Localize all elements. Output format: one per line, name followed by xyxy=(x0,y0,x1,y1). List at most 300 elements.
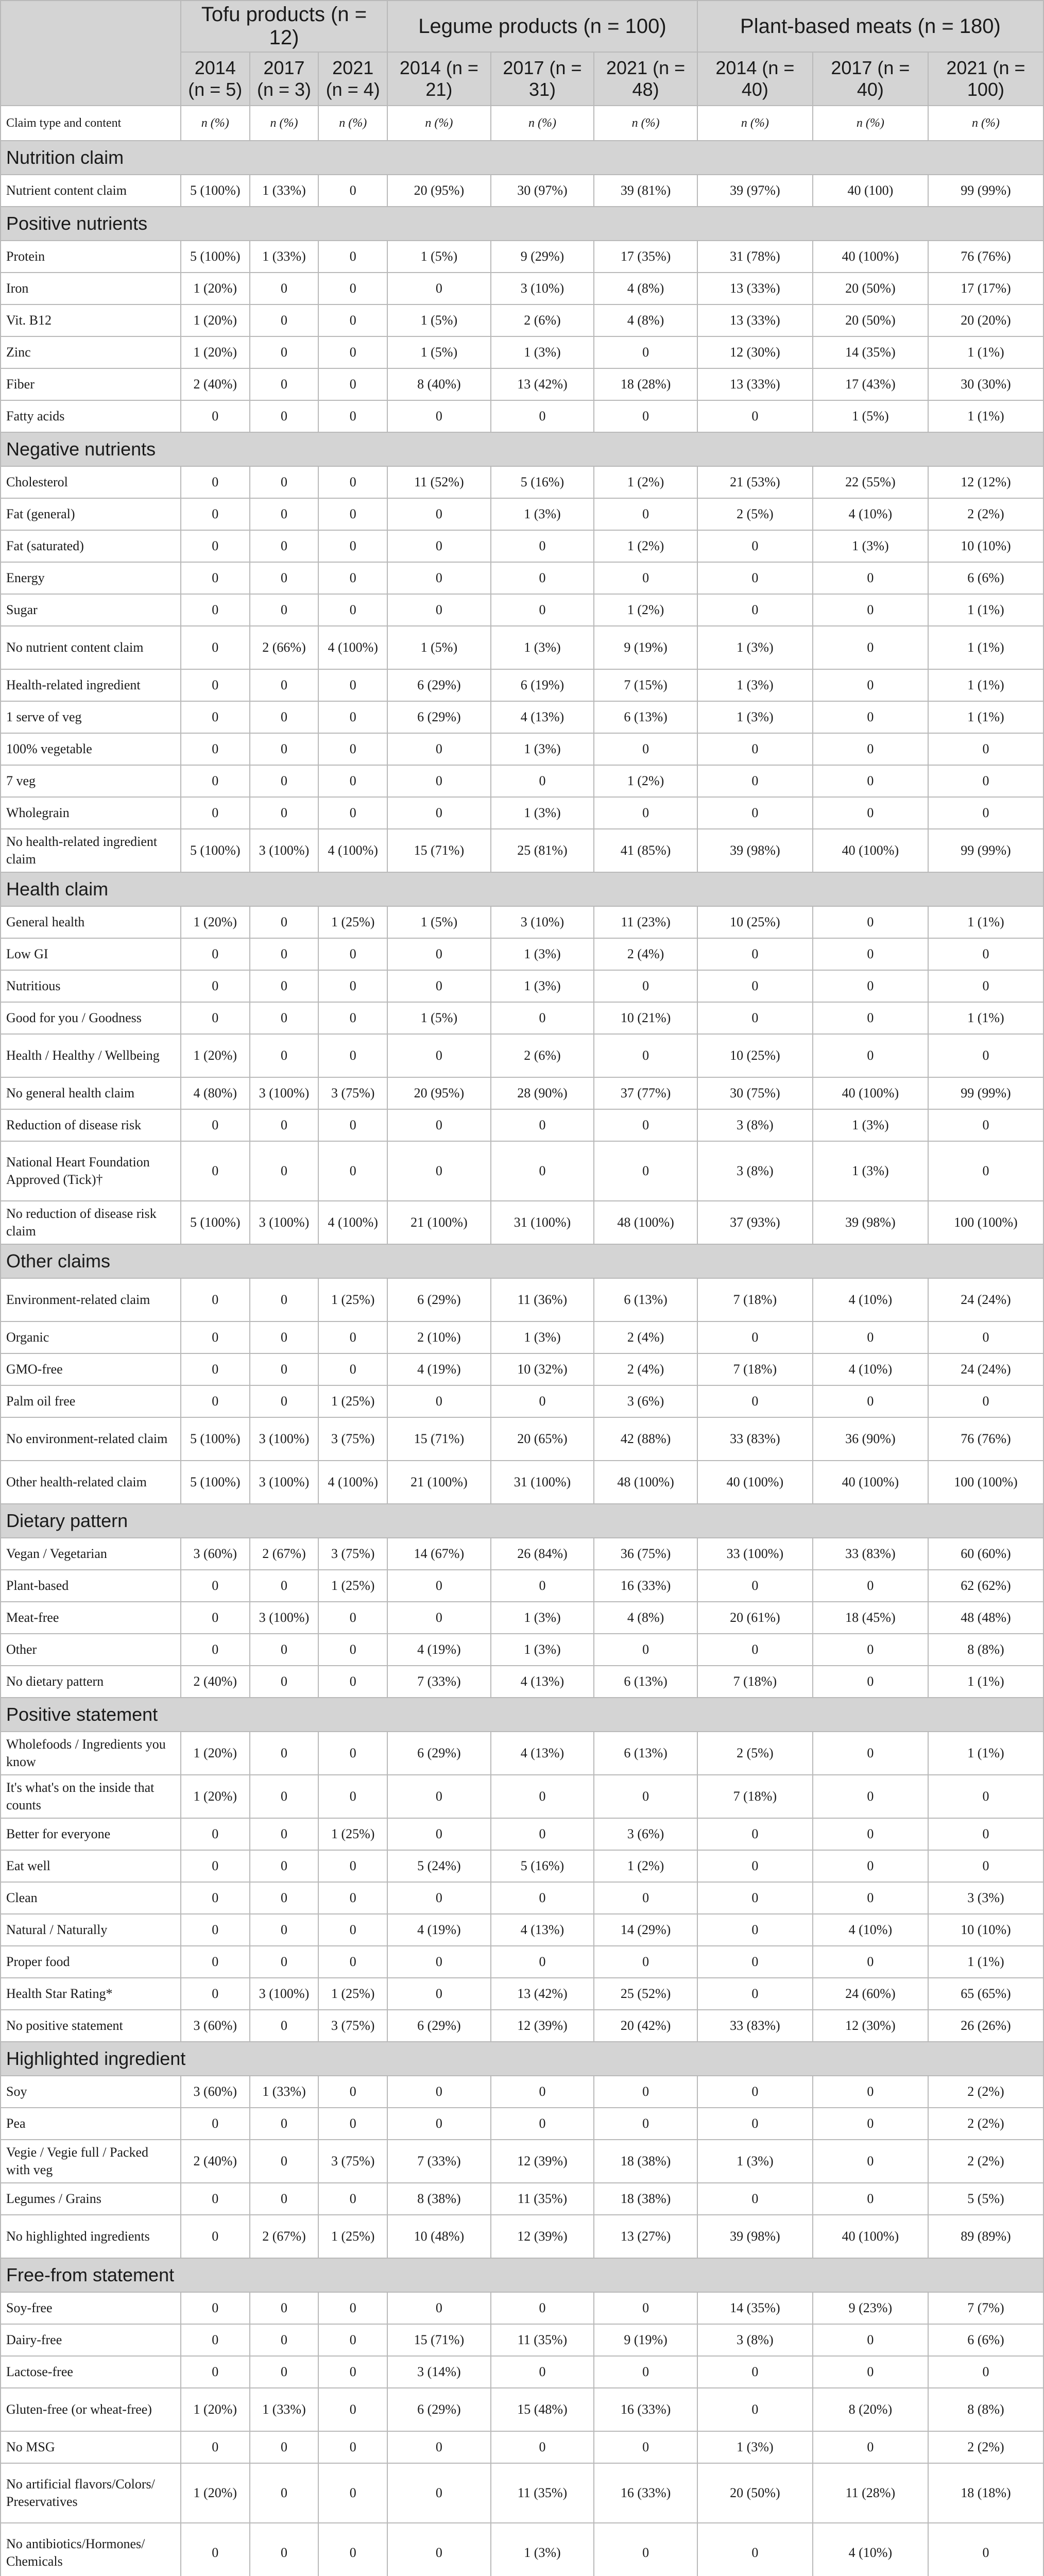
section-title: Dietary pattern xyxy=(1,1504,1043,1538)
cell-value: 2 (5%) xyxy=(697,498,813,530)
cell-value: 0 xyxy=(813,1882,928,1914)
cell-value: 7 (33%) xyxy=(387,1666,491,1698)
row-label: Iron xyxy=(1,273,181,304)
table-row xyxy=(1,2388,1043,2431)
table-row xyxy=(1,336,1043,368)
cell-value: 1 (25%) xyxy=(318,1978,387,2010)
cell-value: 0 xyxy=(318,336,387,368)
cell-value: 0 xyxy=(491,594,594,626)
cell-value: 3 (8%) xyxy=(697,1141,813,1201)
cell-value: 0 xyxy=(318,304,387,336)
cell-value: 3 (100%) xyxy=(250,1461,319,1504)
table-row xyxy=(1,1278,1043,1321)
cell-value: 18 (38%) xyxy=(594,2183,697,2215)
cell-value: 1 (25%) xyxy=(318,906,387,938)
cell-value: 15 (71%) xyxy=(387,1417,491,1461)
cell-value: 0 xyxy=(697,530,813,562)
cell-value: 12 (12%) xyxy=(928,466,1043,498)
row-label: Vegie / Vegie full / Packed with veg xyxy=(1,2140,181,2183)
cell-value: 0 xyxy=(697,1946,813,1978)
cell-value: 12 (39%) xyxy=(491,2215,594,2258)
table-row xyxy=(1,498,1043,530)
cell-value: 1 (1%) xyxy=(928,701,1043,733)
row-label: Vegan / Vegetarian xyxy=(1,1538,181,1570)
cell-value: 21 (53%) xyxy=(697,466,813,498)
section-row xyxy=(1,1504,1043,1538)
cell-value: 20 (50%) xyxy=(813,304,928,336)
cell-value: 0 xyxy=(250,594,319,626)
cell-value: 0 xyxy=(181,1109,250,1141)
cell-value: 1 (20%) xyxy=(181,2463,250,2523)
cell-value: 33 (100%) xyxy=(697,1538,813,1570)
cell-value: 0 xyxy=(697,594,813,626)
cell-value: 0 xyxy=(697,797,813,829)
cell-value: 10 (32%) xyxy=(491,1353,594,1385)
cell-value: 100 (100%) xyxy=(928,1201,1043,1244)
cell-value: 0 xyxy=(250,2523,319,2576)
cell-value: 0 xyxy=(318,1002,387,1034)
cell-value: 9 (19%) xyxy=(594,626,697,669)
cell-value: 6 (29%) xyxy=(387,2010,491,2042)
cell-value: 0 xyxy=(318,2523,387,2576)
cell-value: 0 xyxy=(491,2108,594,2140)
cell-value: 0 xyxy=(181,2356,250,2388)
cell-value: 0 xyxy=(318,2463,387,2523)
section-row xyxy=(1,1698,1043,1732)
cell-value: 0 xyxy=(318,2388,387,2431)
header-year: 2014 (n = 5) xyxy=(181,52,250,106)
section-row xyxy=(1,207,1043,241)
cell-value: 0 xyxy=(813,2324,928,2356)
cell-value: 0 xyxy=(491,400,594,432)
cell-value: 0 xyxy=(318,1946,387,1978)
header-year: 2021 (n = 4) xyxy=(318,52,387,106)
cell-value: 0 xyxy=(928,1850,1043,1882)
cell-value: 48 (100%) xyxy=(594,1461,697,1504)
cell-value: 3 (60%) xyxy=(181,2010,250,2042)
cell-value: 0 xyxy=(813,2140,928,2183)
cell-value: 2 (6%) xyxy=(491,1034,594,1077)
cell-value: 0 xyxy=(813,1732,928,1775)
table-row xyxy=(1,304,1043,336)
cell-value: 4 (100%) xyxy=(318,1201,387,1244)
cell-value: 4 (10%) xyxy=(813,1353,928,1385)
cell-value: 40 (100%) xyxy=(813,241,928,273)
cell-value: 8 (38%) xyxy=(387,2183,491,2215)
cell-value: 0 xyxy=(697,2388,813,2431)
cell-value: 0 xyxy=(697,938,813,970)
row-label: Wholegrain xyxy=(1,797,181,829)
cell-value: 1 (3%) xyxy=(491,797,594,829)
cell-value: 0 xyxy=(491,1002,594,1034)
cell-value: 2 (40%) xyxy=(181,1666,250,1698)
cell-value: 0 xyxy=(697,2108,813,2140)
cell-value: 0 xyxy=(181,2324,250,2356)
cell-value: 4 (8%) xyxy=(594,1602,697,1634)
cell-value: 6 (19%) xyxy=(491,669,594,701)
cell-value: 0 xyxy=(813,1666,928,1698)
cell-value: 1 (1%) xyxy=(928,594,1043,626)
cell-value: 3 (100%) xyxy=(250,1978,319,2010)
table-row xyxy=(1,2215,1043,2258)
cell-value: 5 (16%) xyxy=(491,1850,594,1882)
cell-value: 3 (75%) xyxy=(318,1077,387,1109)
subheader-row xyxy=(1,106,1043,141)
cell-value: 0 xyxy=(181,733,250,765)
cell-value: 1 (3%) xyxy=(697,2431,813,2463)
cell-value: 0 xyxy=(928,1141,1043,1201)
cell-value: 9 (29%) xyxy=(491,241,594,273)
cell-value: 0 xyxy=(594,400,697,432)
header-year: 2014 (n = 40) xyxy=(697,52,813,106)
table-row xyxy=(1,2324,1043,2356)
cell-value: 0 xyxy=(813,2076,928,2108)
cell-value: 0 xyxy=(318,669,387,701)
cell-value: 0 xyxy=(181,1818,250,1850)
cell-value: 6 (13%) xyxy=(594,1732,697,1775)
table-row xyxy=(1,2431,1043,2463)
table-row xyxy=(1,938,1043,970)
cell-value: 0 xyxy=(250,1882,319,1914)
cell-value: 30 (30%) xyxy=(928,368,1043,400)
cell-value: 0 xyxy=(387,594,491,626)
cell-value: 4 (19%) xyxy=(387,1353,491,1385)
cell-value: 0 xyxy=(813,797,928,829)
row-label: Gluten-free (or wheat-free) xyxy=(1,2388,181,2431)
row-label: Fatty acids xyxy=(1,400,181,432)
cell-value: 10 (48%) xyxy=(387,2215,491,2258)
cell-value: 0 xyxy=(181,1634,250,1666)
table-row xyxy=(1,2140,1043,2183)
cell-value: 0 xyxy=(250,2010,319,2042)
table-row xyxy=(1,1321,1043,1353)
cell-value: 4 (13%) xyxy=(491,1732,594,1775)
cell-value: 7 (15%) xyxy=(594,669,697,701)
cell-value: 0 xyxy=(250,466,319,498)
table-row xyxy=(1,2108,1043,2140)
cell-value: 28 (90%) xyxy=(491,1077,594,1109)
cell-value: 1 (5%) xyxy=(387,241,491,273)
cell-value: 11 (28%) xyxy=(813,2463,928,2523)
cell-value: 3 (75%) xyxy=(318,2010,387,2042)
cell-value: 0 xyxy=(318,594,387,626)
cell-value: 1 (1%) xyxy=(928,906,1043,938)
row-label: No positive statement xyxy=(1,2010,181,2042)
cell-value: 100 (100%) xyxy=(928,1461,1043,1504)
cell-value: 0 xyxy=(813,626,928,669)
cell-value: 0 xyxy=(813,1321,928,1353)
cell-value: 1 (1%) xyxy=(928,400,1043,432)
cell-value: 0 xyxy=(813,733,928,765)
row-label: Wholefoods / Ingredients you know xyxy=(1,1732,181,1775)
cell-value: 0 xyxy=(387,1141,491,1201)
cell-value: 0 xyxy=(250,2292,319,2324)
cell-value: 33 (83%) xyxy=(697,2010,813,2042)
cell-value: 0 xyxy=(928,938,1043,970)
cell-value: 39 (97%) xyxy=(697,175,813,207)
cell-value: 1 (3%) xyxy=(697,2140,813,2183)
cell-value: 0 xyxy=(250,2431,319,2463)
cell-value: 1 (2%) xyxy=(594,530,697,562)
cell-value: 0 xyxy=(318,498,387,530)
cell-value: 0 xyxy=(181,1946,250,1978)
cell-value: 0 xyxy=(250,1353,319,1385)
row-label: Reduction of disease risk xyxy=(1,1109,181,1141)
cell-value: 20 (61%) xyxy=(697,1602,813,1634)
cell-value: 1 (3%) xyxy=(813,1109,928,1141)
cell-value: 0 xyxy=(928,765,1043,797)
table-row xyxy=(1,1570,1043,1602)
cell-value: 0 xyxy=(697,2523,813,2576)
cell-value: 40 (100%) xyxy=(813,829,928,872)
cell-value: 0 xyxy=(387,1882,491,1914)
row-label: Fat (general) xyxy=(1,498,181,530)
cell-value: 2 (67%) xyxy=(250,2215,319,2258)
cell-value: 1 (1%) xyxy=(928,1002,1043,1034)
cell-value: 0 xyxy=(813,2183,928,2215)
cell-value: 5 (100%) xyxy=(181,1461,250,1504)
cell-value: 0 xyxy=(491,765,594,797)
cell-value: 0 xyxy=(594,1634,697,1666)
cell-value: 0 xyxy=(491,530,594,562)
cell-value: 20 (20%) xyxy=(928,304,1043,336)
cell-value: 0 xyxy=(813,562,928,594)
cell-value: 0 xyxy=(594,2292,697,2324)
row-label: GMO-free xyxy=(1,1353,181,1385)
cell-value: 0 xyxy=(928,2356,1043,2388)
cell-value: 65 (65%) xyxy=(928,1978,1043,2010)
header-year: 2021 (n = 100) xyxy=(928,52,1043,106)
cell-value: 0 xyxy=(387,1978,491,2010)
header-year: 2021 (n = 48) xyxy=(594,52,697,106)
table-row xyxy=(1,530,1043,562)
row-label: Eat well xyxy=(1,1850,181,1882)
cell-value: 0 xyxy=(813,1946,928,1978)
cell-value: 0 xyxy=(387,1034,491,1077)
cell-value: 2 (4%) xyxy=(594,938,697,970)
cell-value: 6 (29%) xyxy=(387,701,491,733)
cell-value: 0 xyxy=(387,938,491,970)
cell-value: 0 xyxy=(491,1946,594,1978)
row-label: 100% vegetable xyxy=(1,733,181,765)
cell-value: 30 (75%) xyxy=(697,1077,813,1109)
row-label: Cholesterol xyxy=(1,466,181,498)
cell-value: 1 (3%) xyxy=(697,701,813,733)
cell-value: 17 (17%) xyxy=(928,273,1043,304)
cell-value: 0 xyxy=(928,1109,1043,1141)
row-label: Health-related ingredient xyxy=(1,669,181,701)
cell-value: 8 (20%) xyxy=(813,2388,928,2431)
table-row xyxy=(1,2292,1043,2324)
cell-value: 3 (60%) xyxy=(181,1538,250,1570)
table-row xyxy=(1,2523,1043,2576)
cell-value: 30 (97%) xyxy=(491,175,594,207)
cell-value: 0 xyxy=(318,1321,387,1353)
cell-value: 0 xyxy=(813,1385,928,1417)
cell-value: 0 xyxy=(491,2356,594,2388)
section-row xyxy=(1,141,1043,175)
cell-value: 0 xyxy=(813,1002,928,1034)
cell-value: 6 (29%) xyxy=(387,1278,491,1321)
row-label: 7 veg xyxy=(1,765,181,797)
cell-value: 25 (52%) xyxy=(594,1978,697,2010)
cell-value: 0 xyxy=(250,400,319,432)
cell-value: 3 (100%) xyxy=(250,1417,319,1461)
cell-value: 0 xyxy=(250,2108,319,2140)
cell-value: 0 xyxy=(594,562,697,594)
cell-value: 20 (50%) xyxy=(697,2463,813,2523)
subheader-unit: n (%) xyxy=(813,106,928,141)
cell-value: 6 (13%) xyxy=(594,1666,697,1698)
cell-value: 0 xyxy=(387,1109,491,1141)
cell-value: 0 xyxy=(697,562,813,594)
cell-value: 0 xyxy=(387,1946,491,1978)
cell-value: 0 xyxy=(318,466,387,498)
cell-value: 0 xyxy=(387,1385,491,1417)
header-group-tofu: Tofu products (n = 12) xyxy=(181,1,387,52)
table-row xyxy=(1,1109,1043,1141)
cell-value: 40 (100%) xyxy=(697,1461,813,1504)
cell-value: 15 (48%) xyxy=(491,2388,594,2431)
row-label: No general health claim xyxy=(1,1077,181,1109)
cell-value: 0 xyxy=(594,2356,697,2388)
cell-value: 1 (1%) xyxy=(928,1666,1043,1698)
cell-value: 2 (6%) xyxy=(491,304,594,336)
cell-value: 4 (19%) xyxy=(387,1914,491,1946)
cell-value: 18 (45%) xyxy=(813,1602,928,1634)
table-row xyxy=(1,2010,1043,2042)
cell-value: 15 (71%) xyxy=(387,829,491,872)
cell-value: 3 (100%) xyxy=(250,829,319,872)
cell-value: 5 (100%) xyxy=(181,1417,250,1461)
table-row xyxy=(1,733,1043,765)
cell-value: 18 (28%) xyxy=(594,368,697,400)
row-label: Lactose-free xyxy=(1,2356,181,2388)
section-row xyxy=(1,872,1043,906)
cell-value: 37 (93%) xyxy=(697,1201,813,1244)
cell-value: 0 xyxy=(387,2463,491,2523)
section-title: Nutrition claim xyxy=(1,141,1043,175)
cell-value: 0 xyxy=(181,970,250,1002)
cell-value: 17 (35%) xyxy=(594,241,697,273)
cell-value: 0 xyxy=(928,1818,1043,1850)
cell-value: 0 xyxy=(250,970,319,1002)
cell-value: 0 xyxy=(250,273,319,304)
table-row xyxy=(1,1732,1043,1775)
cell-value: 0 xyxy=(250,2140,319,2183)
cell-value: 1 (3%) xyxy=(491,970,594,1002)
cell-value: 0 xyxy=(594,1141,697,1201)
row-label: General health xyxy=(1,906,181,938)
cell-value: 2 (40%) xyxy=(181,2140,250,2183)
row-label: Other xyxy=(1,1634,181,1666)
cell-value: 0 xyxy=(250,1818,319,1850)
cell-value: 0 xyxy=(181,1321,250,1353)
table-body xyxy=(1,106,1043,2576)
cell-value: 5 (100%) xyxy=(181,241,250,273)
cell-value: 4 (13%) xyxy=(491,1914,594,1946)
cell-value: 1 (3%) xyxy=(491,626,594,669)
cell-value: 0 xyxy=(250,2324,319,2356)
table-row xyxy=(1,2076,1043,2108)
cell-value: 20 (95%) xyxy=(387,175,491,207)
row-label: Energy xyxy=(1,562,181,594)
section-row xyxy=(1,2042,1043,2076)
cell-value: 0 xyxy=(250,498,319,530)
cell-value: 0 xyxy=(318,368,387,400)
cell-value: 0 xyxy=(697,400,813,432)
cell-value: 5 (100%) xyxy=(181,175,250,207)
cell-value: 0 xyxy=(250,1141,319,1201)
cell-value: 21 (100%) xyxy=(387,1201,491,1244)
cell-value: 0 xyxy=(181,669,250,701)
cell-value: 4 (13%) xyxy=(491,701,594,733)
cell-value: 2 (2%) xyxy=(928,2140,1043,2183)
cell-value: 0 xyxy=(813,2356,928,2388)
cell-value: 0 xyxy=(813,1818,928,1850)
cell-value: 0 xyxy=(697,1385,813,1417)
section-title: Positive statement xyxy=(1,1698,1043,1732)
cell-value: 2 (67%) xyxy=(250,1538,319,1570)
cell-value: 0 xyxy=(250,562,319,594)
cell-value: 0 xyxy=(813,1570,928,1602)
cell-value: 0 xyxy=(181,466,250,498)
table-row xyxy=(1,1077,1043,1109)
table-row xyxy=(1,765,1043,797)
cell-value: 4 (100%) xyxy=(318,1461,387,1504)
cell-value: 7 (33%) xyxy=(387,2140,491,2183)
cell-value: 3 (100%) xyxy=(250,1602,319,1634)
cell-value: 0 xyxy=(181,1141,250,1201)
cell-value: 0 xyxy=(181,1002,250,1034)
table-row xyxy=(1,1141,1043,1201)
cell-value: 76 (76%) xyxy=(928,241,1043,273)
cell-value: 0 xyxy=(250,304,319,336)
cell-value: 0 xyxy=(181,797,250,829)
cell-value: 0 xyxy=(387,2292,491,2324)
cell-value: 0 xyxy=(813,1034,928,1077)
cell-value: 8 (8%) xyxy=(928,1634,1043,1666)
cell-value: 11 (23%) xyxy=(594,906,697,938)
cell-value: 0 xyxy=(250,1385,319,1417)
cell-value: 39 (81%) xyxy=(594,175,697,207)
cell-value: 1 (3%) xyxy=(491,733,594,765)
table-row xyxy=(1,906,1043,938)
cell-value: 26 (84%) xyxy=(491,1538,594,1570)
cell-value: 36 (75%) xyxy=(594,1538,697,1570)
cell-value: 1 (3%) xyxy=(813,1141,928,1201)
cell-value: 1 (2%) xyxy=(594,765,697,797)
cell-value: 1 (3%) xyxy=(491,1634,594,1666)
cell-value: 0 xyxy=(491,2431,594,2463)
header-year: 2017 (n = 40) xyxy=(813,52,928,106)
cell-value: 0 xyxy=(181,1353,250,1385)
cell-value: 0 xyxy=(813,906,928,938)
section-title: Negative nutrients xyxy=(1,432,1043,466)
cell-value: 62 (62%) xyxy=(928,1570,1043,1602)
cell-value: 2 (2%) xyxy=(928,2076,1043,2108)
cell-value: 7 (18%) xyxy=(697,1775,813,1818)
header-year: 2017 (n = 31) xyxy=(491,52,594,106)
header-year: 2017 (n = 3) xyxy=(250,52,319,106)
row-label: No environment-related claim xyxy=(1,1417,181,1461)
cell-value: 0 xyxy=(928,1034,1043,1077)
cell-value: 14 (67%) xyxy=(387,1538,491,1570)
cell-value: 0 xyxy=(928,2523,1043,2576)
cell-value: 7 (18%) xyxy=(697,1278,813,1321)
cell-value: 0 xyxy=(318,175,387,207)
cell-value: 0 xyxy=(697,1321,813,1353)
